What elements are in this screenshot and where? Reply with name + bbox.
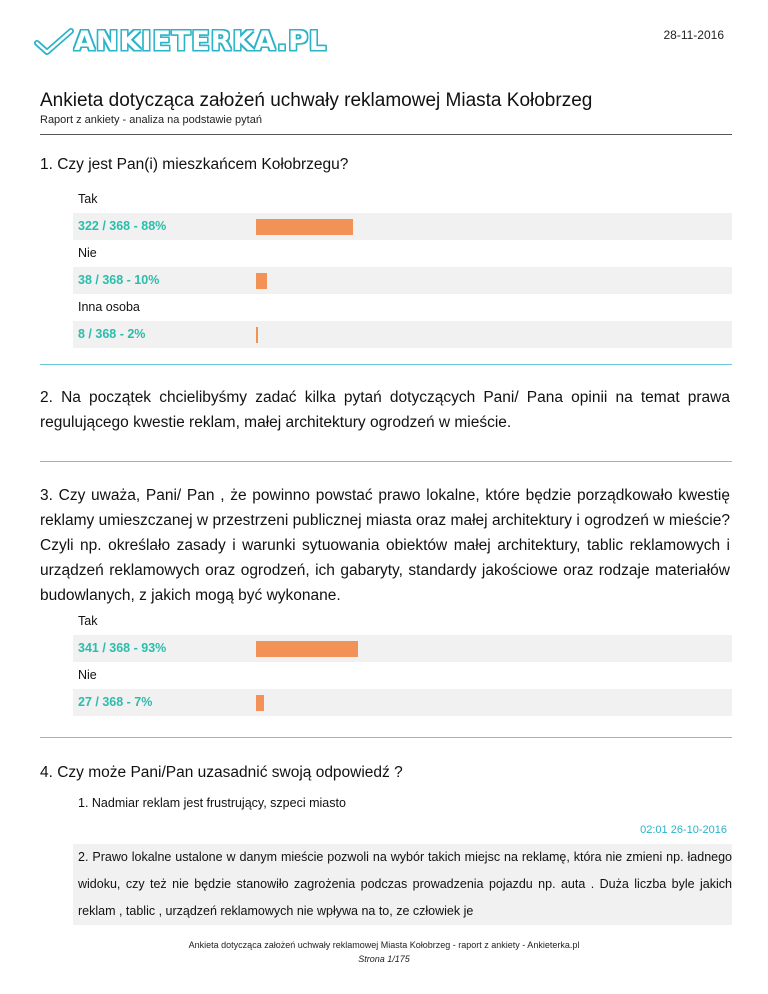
- option-bar: [256, 327, 258, 343]
- option-bar: [256, 273, 267, 289]
- option: [73, 186, 732, 240]
- option-row: [73, 635, 732, 662]
- option-label: Inna osoba: [78, 300, 140, 314]
- page-number: Strona 1/175: [358, 954, 410, 964]
- page-subtitle: Raport z ankiety - analiza na podstawie pytań: [40, 114, 262, 126]
- option-label: Tak: [78, 614, 98, 628]
- option-row: [73, 267, 732, 294]
- section-divider: [40, 461, 732, 462]
- option-stat: 27 / 368 - 7%: [78, 695, 153, 709]
- option-stat: 341 / 368 - 93%: [78, 641, 167, 655]
- option: [73, 240, 732, 294]
- footer-text: Ankieta dotycząca założeń uchwały reklamowej Miasta Kołobrzeg - raport z ankiety - Ankieterka.pl: [188, 940, 580, 950]
- option-row: [73, 213, 732, 240]
- q3-options: [73, 608, 732, 716]
- answer-item: 1. Nadmiar reklam jest frustrujący, szpeci miasto: [78, 796, 346, 810]
- logo: [34, 26, 327, 57]
- header-divider: [40, 134, 732, 135]
- option-label: Tak: [78, 192, 98, 206]
- question-1: 1. Czy jest Pan(i) mieszkańcem Kołobrzegu?: [40, 156, 349, 173]
- q4-answers: [73, 790, 732, 925]
- option: [73, 294, 732, 348]
- question-3: 3. Czy uważa, Pani/ Pan , że powinno powstać prawo lokalne, które będzie porządkowało kwestię reklamy umieszczanej w przestrzeni publicznej miasta oraz małej architektury i ogrodzeń w mieście? Czyli np. określało zasady i warunki sytuowania obiektów małej architektury, tablic reklamowych i urządzeń reklamowych oraz ogrodzeń, ich gabaryty, standardy jakościowe oraz rodzaje materiałów budowlanych, z jakich mogą być wykonane.: [40, 487, 730, 604]
- option-stat: 38 / 368 - 10%: [78, 273, 160, 287]
- section-divider: [40, 737, 732, 738]
- option-row: [73, 321, 732, 348]
- answer-item: 2. Prawo lokalne ustalone w danym mieście pozwoli na wybór takich miejsc na reklamę, która nie zmieni np. ładnego widoku, czy też nie będzie stanowiło zagrożenia podczas prowadzenia pojazdu np. auta . Duża liczba byle jakich reklam , tablic , urządzeń reklamowych nie wpływa na to, ze człowiek je: [73, 844, 732, 925]
- q1-options: [73, 186, 732, 348]
- section-divider: [40, 364, 732, 365]
- checkmark-icon: [34, 28, 74, 56]
- option-bar: [256, 641, 358, 657]
- answer-date: 02:01 26-10-2016: [640, 824, 727, 836]
- page-title: Ankieta dotycząca założeń uchwały reklamowej Miasta Kołobrzeg: [40, 90, 593, 111]
- report-date: 28-11-2016: [663, 28, 724, 42]
- option-bar: [256, 219, 353, 235]
- option-label: Nie: [78, 668, 97, 682]
- option-label: Nie: [78, 246, 97, 260]
- option-row: [73, 689, 732, 716]
- question-4: 4. Czy może Pani/Pan uzasadnić swoją odpowiedź ?: [40, 764, 403, 781]
- option-bar: [256, 695, 264, 711]
- question-2: 2. Na początek chcielibyśmy zadać kilka pytań dotyczących Pani/ Pana opinii na temat prawa regulującego kwestie reklam, małej architektury ogrodzeń w mieście.: [40, 389, 730, 431]
- logo-text: ANKIETERKA.PL: [74, 26, 328, 57]
- option-stat: 322 / 368 - 88%: [78, 219, 167, 233]
- option: [73, 662, 732, 716]
- option-stat: 8 / 368 - 2%: [78, 327, 146, 341]
- option: [73, 608, 732, 662]
